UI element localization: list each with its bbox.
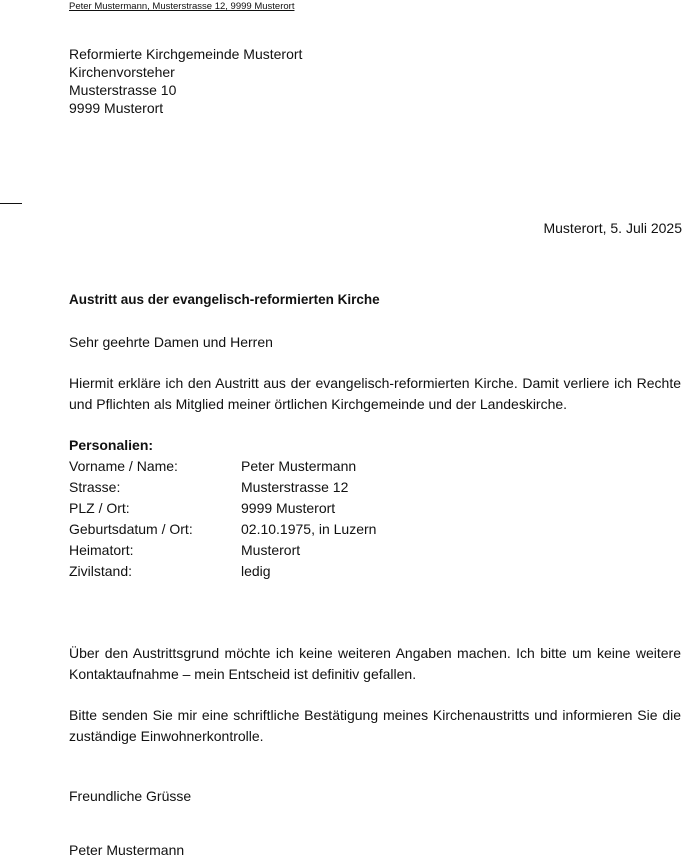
recipient-line: Reformierte Kirchgemeinde Musterort bbox=[69, 46, 303, 62]
personal-details-row bbox=[69, 540, 376, 561]
letter-subject: Austritt aus der evangelisch-reformierten Kirche bbox=[69, 292, 380, 307]
signature-name: Peter Mustermann bbox=[69, 842, 185, 858]
detail-value: Peter Mustermann bbox=[241, 458, 357, 474]
letter-date: Musterort, 5. Juli 2025 bbox=[543, 220, 682, 236]
detail-label: PLZ / Ort: bbox=[69, 500, 130, 516]
body-paragraph-3: Bitte senden Sie mir eine schriftliche Bestätigung meines Kirchenaustritts und informieren Sie die zuständige Einwohnerkontrolle. bbox=[69, 707, 681, 744]
detail-label: Strasse: bbox=[69, 479, 121, 495]
fold-mark bbox=[0, 203, 22, 204]
personal-details-row bbox=[69, 498, 376, 519]
personal-details-title: Personalien: bbox=[69, 437, 154, 453]
recipient-line: Kirchenvorsteher bbox=[69, 64, 175, 80]
body-paragraph-2: Über den Austrittsgrund möchte ich keine weiteren Angaben machen. Ich bitte um keine weitere Kontaktaufnahme – mein Entscheid ist definitiv gefallen. bbox=[69, 645, 681, 682]
detail-value: 9999 Musterort bbox=[241, 500, 336, 516]
detail-value: ledig bbox=[241, 563, 271, 579]
closing-greeting: Freundliche Grüsse bbox=[69, 788, 192, 804]
recipient-line: 9999 Musterort bbox=[69, 100, 164, 116]
detail-label: Heimatort: bbox=[69, 542, 134, 558]
personal-details-row bbox=[69, 477, 376, 498]
detail-value: Musterstrasse 12 bbox=[241, 479, 349, 495]
detail-label: Zivilstand: bbox=[69, 563, 133, 579]
detail-value: Musterort bbox=[241, 542, 301, 558]
recipient-address bbox=[69, 45, 302, 117]
detail-label: Geburtsdatum / Ort: bbox=[69, 521, 193, 537]
personal-details bbox=[69, 435, 376, 582]
recipient-line: Musterstrasse 10 bbox=[69, 82, 177, 98]
sender-return-address: Peter Mustermann, Musterstrasse 12, 9999 Musterort bbox=[69, 1, 295, 12]
personal-details-row bbox=[69, 519, 376, 540]
personal-details-row bbox=[69, 456, 376, 477]
personal-details-row bbox=[69, 561, 376, 582]
detail-label: Vorname / Name: bbox=[69, 458, 178, 474]
detail-value: 02.10.1975, in Luzern bbox=[241, 521, 377, 537]
salutation: Sehr geehrte Damen und Herren bbox=[69, 334, 273, 350]
body-paragraph-1: Hiermit erkläre ich den Austritt aus der evangelisch-reformierten Kirche. Damit verliere ich Rechte und Pflichten als Mitglied meiner örtlichen Kirchgemeinde und der Landeskirche. bbox=[69, 375, 681, 412]
